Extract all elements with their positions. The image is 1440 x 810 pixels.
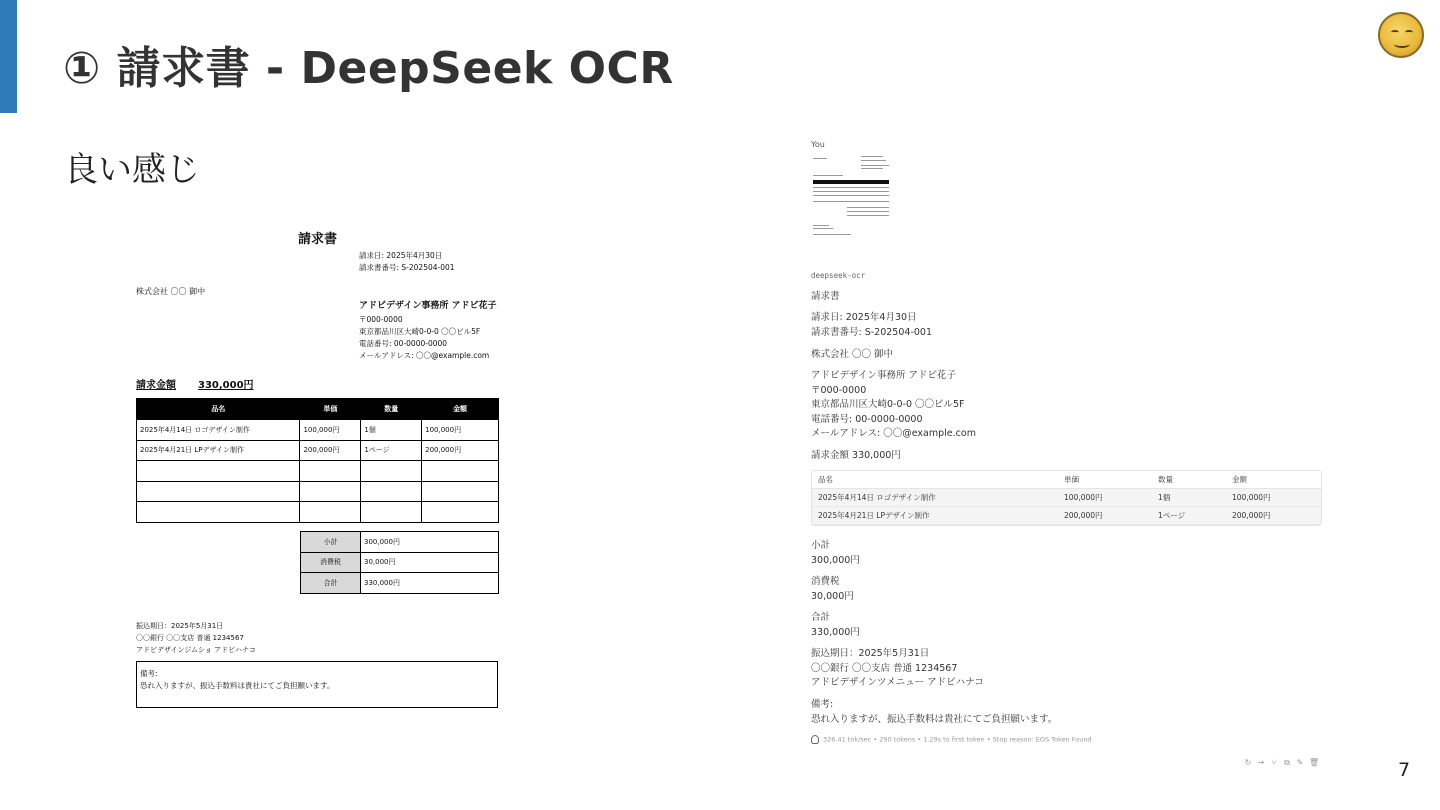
output-total-label: 合計 xyxy=(811,612,831,623)
amount-value: 330,000円 xyxy=(198,380,254,391)
output-title: 請求書 xyxy=(811,291,840,302)
regenerate-icon[interactable]: ↻ xyxy=(1244,758,1252,767)
delete-icon[interactable]: 🗑 xyxy=(1309,758,1320,767)
invoice-note xyxy=(136,661,498,708)
slide-subtitle: 良い感じ xyxy=(64,150,200,190)
output-bank-due: 振込期日：2025年5月31日 xyxy=(811,648,930,659)
table-cell: 1個 xyxy=(361,420,422,441)
output-note-text: 恐れ入りますが、振込手数料は貴社にてご負担願います。 xyxy=(811,713,1058,725)
stats-text: 326.41 tok/sec • 290 tokens • 1.29s to first token • Stop reason: EOS Token Found xyxy=(823,735,1092,744)
output-table-row xyxy=(812,506,1321,524)
table-row xyxy=(137,440,499,461)
output-block-issuer xyxy=(811,369,976,442)
output-address: 東京都品川区大崎0-0-0 〇〇ビル5F xyxy=(811,399,965,410)
copy-icon[interactable]: ⧉ xyxy=(1284,758,1290,767)
output-table-cell: 100,000円 xyxy=(1058,488,1152,506)
table-cell: 100,000円 xyxy=(300,420,361,441)
table-cell: 200,000円 xyxy=(300,440,361,461)
table-row xyxy=(137,502,499,523)
invoice-client: 株式会社 〇〇 御中 xyxy=(136,287,206,296)
output-amount: 請求金額 330,000円 xyxy=(811,450,901,461)
invoice-document xyxy=(130,220,510,720)
output-table-cell: 200,000円 xyxy=(1226,506,1321,524)
summary-value: 30,000円 xyxy=(361,552,499,573)
table-header: 金額 xyxy=(422,399,499,420)
table-header: 数量 xyxy=(361,399,422,420)
branch-icon[interactable]: ⑂ xyxy=(1271,758,1277,767)
summary-row xyxy=(301,552,499,573)
issuer-name: アドビデザイン事務所 アドビ花子 xyxy=(359,301,497,311)
generation-stats xyxy=(811,735,1092,744)
summary-label: 合計 xyxy=(301,573,361,594)
output-table-header: 金額 xyxy=(1226,471,1321,488)
lightbulb-icon xyxy=(811,735,819,744)
invoice-table xyxy=(136,398,499,523)
output-postal: 〒000-0000 xyxy=(811,384,867,396)
table-row xyxy=(137,461,499,482)
invoice-meta xyxy=(359,250,455,274)
output-note-label: 備考: xyxy=(811,699,834,710)
invoice-summary xyxy=(300,531,499,594)
output-table-cell: 200,000円 xyxy=(1058,506,1152,524)
output-table-row xyxy=(812,488,1321,506)
invoice-issuer xyxy=(359,300,497,362)
issuer-address: 東京都品川区大崎0-0-0 〇〇ビル5F xyxy=(359,327,481,336)
summary-label: 小計 xyxy=(301,532,361,553)
summary-row xyxy=(301,573,499,594)
table-row xyxy=(137,481,499,502)
output-table-cell: 1ページ xyxy=(1152,506,1226,524)
summary-label: 消費税 xyxy=(301,552,361,573)
table-row xyxy=(137,420,499,441)
avatar-icon xyxy=(1378,12,1424,58)
output-total xyxy=(811,611,860,640)
summary-row xyxy=(301,532,499,553)
output-table-header: 単価 xyxy=(1058,471,1152,488)
amount-label: 請求金額 xyxy=(136,380,176,391)
note-label: 備考: xyxy=(140,669,158,678)
table-cell: 100,000円 xyxy=(422,420,499,441)
uploaded-image-thumbnail[interactable] xyxy=(811,153,893,241)
issuer-postal: 〒000-0000 xyxy=(359,315,403,324)
note-text: 恐れ入りますが、振込手数料は貴社にてご負担願います。 xyxy=(140,681,335,690)
output-tax xyxy=(811,575,854,604)
output-bank xyxy=(811,647,984,691)
output-table-cell: 100,000円 xyxy=(1226,488,1321,506)
continue-icon[interactable]: → xyxy=(1257,758,1265,767)
chat-panel xyxy=(800,135,1330,775)
invoice-date: 請求日: 2025年4月30日 xyxy=(359,251,443,260)
output-subtotal xyxy=(811,539,860,568)
bank-due: 振込期日：2025年5月31日 xyxy=(136,622,224,630)
page-number: 7 xyxy=(1398,759,1411,781)
issuer-phone: 電話番号: 00-0000-0000 xyxy=(359,339,448,348)
table-cell: 2025年4月14日 ロゴデザイン制作 xyxy=(137,420,300,441)
output-table xyxy=(811,470,1322,526)
output-table-cell: 1個 xyxy=(1152,488,1226,506)
output-block-meta xyxy=(811,311,932,340)
bank-account: 〇〇銀行 〇〇支店 普通 1234567 xyxy=(136,634,244,642)
output-date: 請求日: 2025年4月30日 xyxy=(811,312,917,323)
model-label: deepseek-ocr xyxy=(811,271,866,280)
output-subtotal-label: 小計 xyxy=(811,540,831,551)
output-table-header: 数量 xyxy=(1152,471,1226,488)
invoice-number: 請求書番号: S-202504-001 xyxy=(359,263,455,272)
invoice-title: 請求書 xyxy=(298,232,338,247)
user-label: You xyxy=(811,140,825,149)
output-table-header: 品名 xyxy=(812,471,1058,488)
table-cell: 1ページ xyxy=(361,440,422,461)
output-bank-account: 〇〇銀行 〇〇支店 普通 1234567 xyxy=(811,662,958,674)
output-phone: 電話番号: 00-0000-0000 xyxy=(811,413,923,425)
invoice-amount xyxy=(136,376,276,391)
slide-title: ① 請求書 - DeepSeek OCR xyxy=(63,43,674,94)
edit-icon[interactable]: ✎ xyxy=(1296,758,1304,767)
output-subtotal-value: 300,000円 xyxy=(811,554,860,566)
output-issuer-name: アドビデザイン事務所 アドビ花子 xyxy=(811,370,956,381)
table-cell: 200,000円 xyxy=(422,440,499,461)
bank-name: アドビデザインジムショ アドビハナコ xyxy=(136,646,256,654)
output-note xyxy=(811,698,1057,727)
output-client: 株式会社 〇〇 御中 xyxy=(811,349,894,360)
message-actions xyxy=(1244,758,1320,767)
output-table-cell: 2025年4月21日 LPデザイン制作 xyxy=(812,506,1058,524)
issuer-email: メールアドレス: 〇〇@example.com xyxy=(359,351,490,360)
output-table-cell: 2025年4月14日 ロゴデザイン制作 xyxy=(812,488,1058,506)
output-number: 請求書番号: S-202504-001 xyxy=(811,326,933,338)
summary-value: 330,000円 xyxy=(361,573,499,594)
output-email: メールアドレス: 〇〇@example.com xyxy=(811,428,976,439)
accent-bar xyxy=(0,0,17,113)
summary-value: 300,000円 xyxy=(361,532,499,553)
output-tax-value: 30,000円 xyxy=(811,590,854,602)
invoice-bank-info xyxy=(136,620,256,656)
output-tax-label: 消費税 xyxy=(811,576,840,587)
table-cell: 2025年4月21日 LPデザイン制作 xyxy=(137,440,300,461)
table-header: 単価 xyxy=(300,399,361,420)
table-header: 品名 xyxy=(137,399,300,420)
output-bank-name: アドビデザインツメニュー アドビハナコ xyxy=(811,677,984,688)
output-total-value: 330,000円 xyxy=(811,626,860,638)
